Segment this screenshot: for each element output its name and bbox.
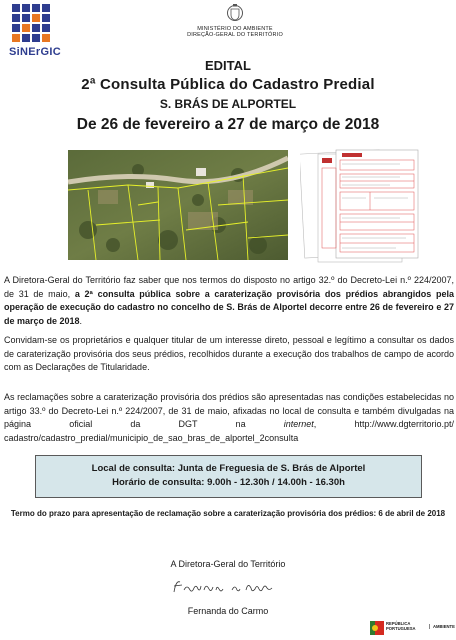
invitation-paragraph: Convidam-se os proprietários e qualquer titular de um interesse direto, pessoal e legítimo a consultar os dados de caraterização provisória dos seus prédios, recolhidos durante a execução dos trabalhos de campo de acordo com as Declarações de Titularidade. [4,335,454,373]
edital-heading: EDITAL [205,58,251,73]
aerial-parcel-photo [68,150,288,260]
ministry-area-label: AMBIENTE [429,624,455,629]
claims-paragraph [4,391,454,446]
consultation-dates: De 26 de fevereiro a 27 de março de 2018 [76,116,380,133]
claim-forms-illustration [300,148,420,264]
portugal-flag-icon [370,621,384,635]
claim-deadline: Termo do prazo para apresentação de reclamação sobre a caraterização provisória dos prédios: 6 de abril de 2018 [10,509,446,518]
signatory-title: A Diretora-Geral do Território [170,559,286,569]
intro-text: A Diretora-Geral do Território faz saber que nos termos do disposto no artigo 32.º do Decreto-Lei n.º 224/2007, de 31 de maio, [4,275,454,299]
intro-end: . [79,316,83,327]
handwritten-signature [168,576,288,598]
logo-text: SiNErGIC [9,46,61,58]
directorate-name: DIREÇÃO-GERAL DO TERRITÓRIO [187,32,283,38]
republic-line2: PORTUGUESA [386,626,416,631]
republic-text [386,621,416,631]
ministry-header [150,4,320,38]
republic-line1: REPÚBLICA [386,621,411,626]
consultation-location: Local de consulta: Junta de Freguesia de S. Brás de Alportel [91,463,366,474]
republic-logo [370,619,454,637]
coat-of-arms-icon [226,4,244,24]
municipality-title: S. BRÁS DE ALPORTEL [159,97,297,111]
consultation-info-box [35,455,422,498]
sinergic-logo [4,4,66,62]
consultation-hours: Horário de consulta: 9.00h - 12.30h / 14.00h - 16.30h [112,477,345,488]
sinergic-grid-icon [12,4,58,44]
claims-text: As reclamações sobre a caraterização provisória dos prédios são apresentadas nas condições estabelecidas no artigo 33.º do Decreto-Lei n.º 224/2007, de 31 de maio, afixadas no local de consulta e também divulgadas na página oficial da DGT na [4,392,454,430]
claims-internet-word: internet [283,419,314,430]
signatory-name: Fernanda do Carmo [187,606,269,616]
ministry-name: MINISTÉRIO DO AMBIENTE [197,26,273,32]
claims-url-text: , http://www.dgterritorio.pt/ cadastro/cadastro_predial/municipio_de_sao_bras_de_alportel_2consulta [4,419,454,444]
intro-bold-text: a 2ª consulta pública sobre a caraterização provisória dos prédios abrangidos pela operação de execução do cadastro no concelho de S. Brás de Alportel decorre entre 26 de fevereiro e 27 de março de 2018 [4,288,454,327]
intro-paragraph [4,274,454,329]
page-title: 2ª Consulta Pública do Cadastro Predial [81,76,375,93]
